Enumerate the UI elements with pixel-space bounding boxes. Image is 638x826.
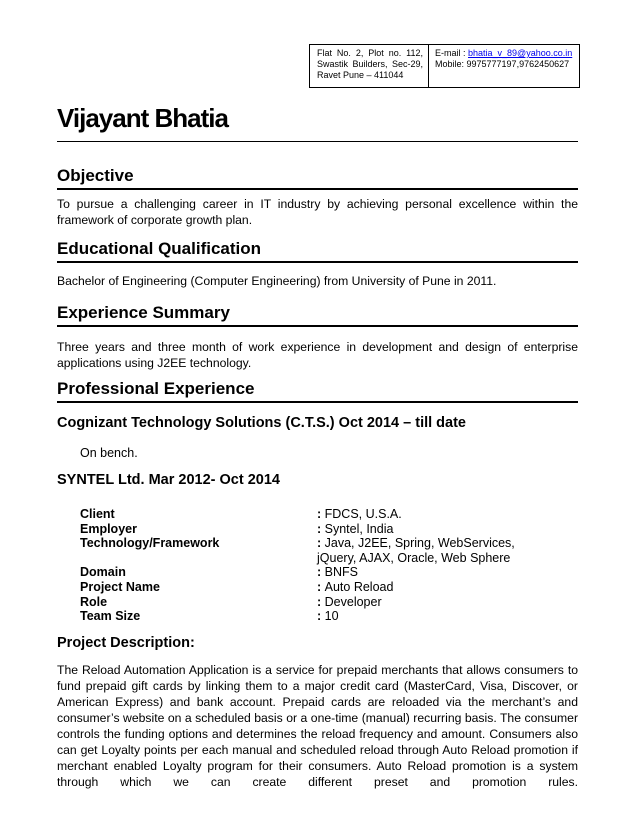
- detail-label: Domain: [80, 565, 126, 580]
- contact-box: [309, 44, 580, 88]
- job-title-syntel: SYNTEL Ltd. Mar 2012- Oct 2014: [57, 472, 280, 488]
- detail-row-client: [80, 507, 550, 522]
- detail-label: Technology/Framework: [80, 536, 220, 551]
- detail-value: : Developer: [317, 594, 382, 609]
- project-description-text: The Reload Automation Application is a service for prepaid merchants that allows consumers to fund prepaid gift cards by linking them to a major credit card (MasterCard, Visa, Discover, or American Express) and bank account. Prepaid cards are reloaded via the merchant’s and consumer’s website on a scheduled basis or a one-time (manual) recurring basis. The consumer controls the funding options and determines the reload frequency and amount. Consumers also can get Loyalty points per each manual and scheduled reload through Auto Reload promotion if merchant enabled Loyalty program for their consumers. Auto Reload promotion is a system through which we can create different preset and promotion rules.: [57, 663, 578, 789]
- objective-heading: Objective: [57, 166, 578, 190]
- education-heading: Educational Qualification: [57, 239, 578, 263]
- address: Flat No. 2, Plot no. 112, Swastik Builders, Sec-29, Ravet Pune – 411044: [310, 45, 429, 87]
- detail-value: : Syntel, India: [317, 521, 394, 536]
- job-note-cts: On bench.: [80, 446, 138, 460]
- detail-value: : Auto Reload: [317, 579, 394, 594]
- detail-value: : 10: [317, 609, 339, 624]
- detail-label: Team Size: [80, 609, 141, 624]
- detail-value: : BNFS: [317, 565, 358, 580]
- detail-row-team-size: [80, 609, 550, 624]
- mobile-number: Mobile: 9975777197,9762450627: [435, 59, 570, 69]
- experience-summary-text: Three years and three month of work experience in development and design of enterprise applications using J2EE technology.: [57, 340, 578, 370]
- detail-label: Role: [80, 594, 108, 609]
- professional-experience-heading: Professional Experience: [57, 379, 578, 403]
- detail-label: Employer: [80, 521, 137, 536]
- detail-value: : FDCS, U.S.A.: [317, 507, 402, 521]
- email-line: [435, 48, 575, 59]
- project-description-heading: Project Description:: [57, 635, 195, 651]
- detail-value: : Java, J2EE, Spring, WebServices, jQuery, AJAX, Oracle, Web Sphere: [317, 536, 515, 565]
- detail-row-technology: [80, 536, 550, 565]
- email-label: E-mail :: [435, 48, 469, 58]
- objective-text: To pursue a challenging career in IT industry by achieving personal excellence within the framework of corporate growth plan.: [57, 197, 578, 227]
- detail-row-project-name: [80, 580, 550, 595]
- education-text: Bachelor of Engineering (Computer Engineering) from University of Pune in 2011.: [57, 274, 497, 288]
- detail-row-employer: [80, 522, 550, 537]
- objective-section: [57, 166, 578, 228]
- detail-label: Client: [80, 507, 115, 521]
- experience-summary-section: [57, 303, 578, 371]
- experience-summary-heading: Experience Summary: [57, 303, 578, 327]
- email-link[interactable]: bhatia_v_89@yahoo.co.in: [468, 48, 573, 58]
- detail-row-domain: [80, 565, 550, 580]
- job-title-cts: Cognizant Technology Solutions (C.T.S.) Oct 2014 – till date: [57, 415, 466, 431]
- education-section: [57, 239, 578, 289]
- project-details: [80, 507, 550, 624]
- detail-label: Project Name: [80, 579, 160, 594]
- candidate-name: Vijayant Bhatia: [57, 103, 228, 133]
- name-divider: [57, 141, 578, 142]
- detail-row-role: [80, 595, 550, 610]
- professional-experience-section: [57, 379, 578, 403]
- contact-details: [429, 45, 579, 87]
